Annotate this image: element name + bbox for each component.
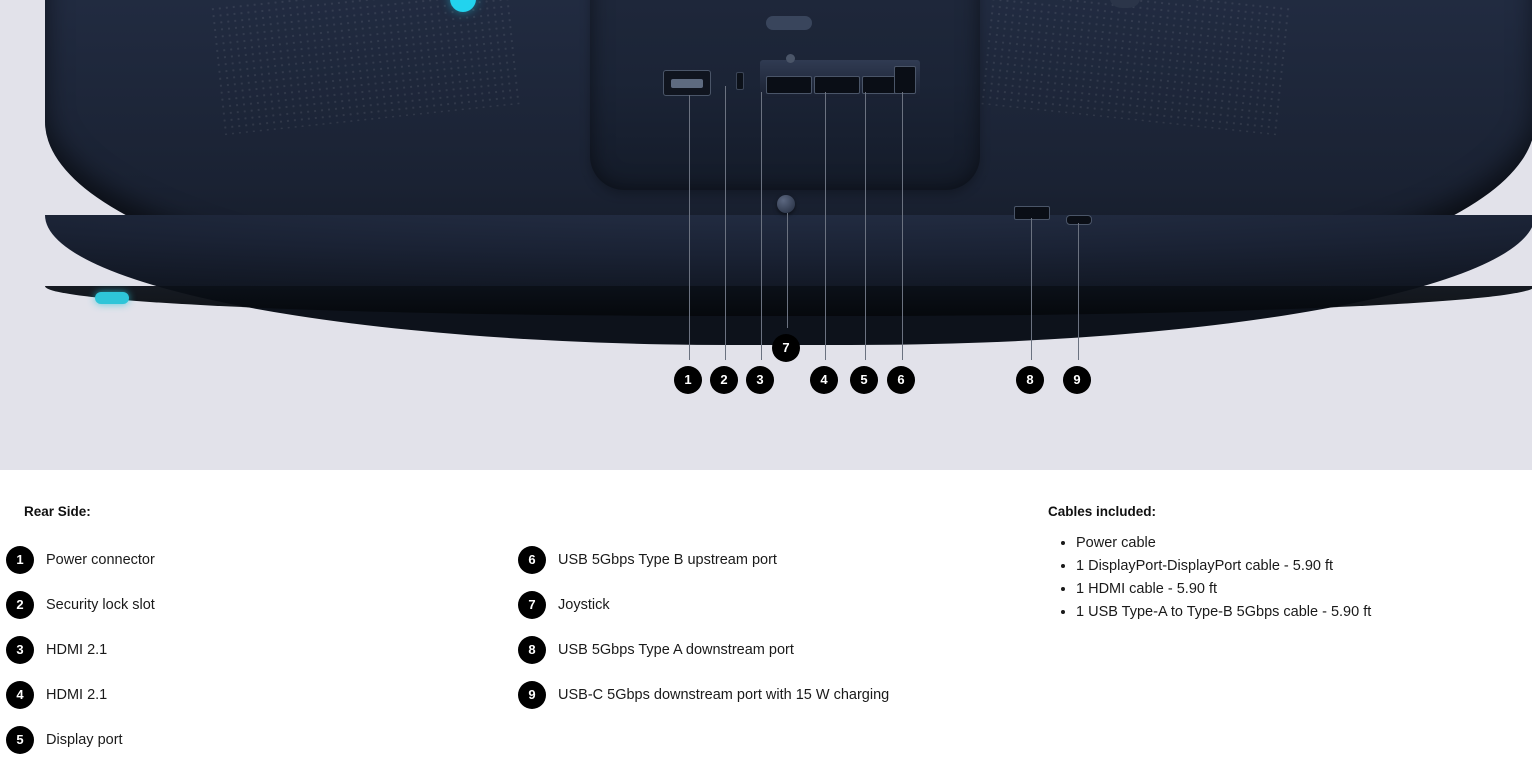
legend-label-8: USB 5Gbps Type A downstream port <box>558 642 794 658</box>
legend-label-2: Security lock slot <box>46 597 155 613</box>
legend-label-5: Display port <box>46 732 123 748</box>
callout-leader-line-4 <box>825 92 826 360</box>
legend-label-6: USB 5Gbps Type B upstream port <box>558 552 777 568</box>
cables-included-heading: Cables included: <box>1048 504 1157 519</box>
legend-item-2 <box>6 591 155 619</box>
legend-number-badge-7: 7 <box>518 591 546 619</box>
cables-included-list <box>1048 532 1371 624</box>
legend-label-4: HDMI 2.1 <box>46 687 108 703</box>
hdmi-port-1 <box>766 76 812 94</box>
rear-side-heading: Rear Side: <box>24 504 91 519</box>
callout-leader-line-1 <box>689 95 690 360</box>
cable-management-hook <box>766 16 812 30</box>
callout-marker-9: 9 <box>1063 366 1091 394</box>
monitor-bottom-edge <box>45 286 1532 316</box>
legend-number-badge-4: 4 <box>6 681 34 709</box>
callout-leader-line-7 <box>787 213 788 328</box>
legend-item-9 <box>518 681 889 709</box>
cable-list-item: • 1 DisplayPort-DisplayPort cable - 5.90 ft <box>1076 555 1371 578</box>
legend-panel <box>0 470 1532 760</box>
power-connector-port <box>663 70 711 96</box>
legend-item-5 <box>6 726 123 754</box>
legend-label-3: HDMI 2.1 <box>46 642 108 658</box>
legend-item-6 <box>518 546 777 574</box>
hdmi-port-2 <box>814 76 860 94</box>
legend-label-1: Power connector <box>46 552 155 568</box>
legend-number-badge-6: 6 <box>518 546 546 574</box>
callout-marker-2: 2 <box>710 366 738 394</box>
callout-marker-7: 7 <box>772 334 800 362</box>
joystick-control[interactable] <box>777 195 795 213</box>
legend-item-3 <box>6 636 107 664</box>
callout-leader-line-6 <box>902 92 903 360</box>
legend-number-badge-3: 3 <box>6 636 34 664</box>
legend-number-badge-9: 9 <box>518 681 546 709</box>
port-plate-screw-icon <box>786 54 795 63</box>
security-lock-slot-port <box>736 72 744 90</box>
callout-marker-4: 4 <box>810 366 838 394</box>
callout-marker-1: 1 <box>674 366 702 394</box>
callout-marker-6: 6 <box>887 366 915 394</box>
callout-leader-line-9 <box>1078 223 1079 360</box>
usb-c-downstream-port <box>1066 215 1092 225</box>
callout-leader-line-3 <box>761 92 762 360</box>
legend-item-8 <box>518 636 794 664</box>
callout-marker-3: 3 <box>746 366 774 394</box>
legend-label-9: USB-C 5Gbps downstream port with 15 W charging <box>558 687 890 703</box>
legend-number-badge-1: 1 <box>6 546 34 574</box>
legend-label-7: Joystick <box>558 597 610 613</box>
legend-number-badge-5: 5 <box>6 726 34 754</box>
legend-number-badge-8: 8 <box>518 636 546 664</box>
usb-type-b-upstream-port <box>894 66 916 94</box>
legend-item-4 <box>6 681 107 709</box>
legend-item-7 <box>518 591 610 619</box>
callout-leader-line-8 <box>1031 218 1032 360</box>
monitor-lower-curve <box>45 215 1532 345</box>
callout-marker-5: 5 <box>850 366 878 394</box>
power-led-icon <box>95 292 129 304</box>
cable-list-item: • 1 USB Type-A to Type-B 5Gbps cable - 5.90 ft <box>1076 601 1371 624</box>
cable-list-item: • Power cable <box>1076 532 1371 555</box>
callout-marker-8: 8 <box>1016 366 1044 394</box>
usb-type-a-downstream-port <box>1014 206 1050 220</box>
cable-list-item: • 1 HDMI cable - 5.90 ft <box>1076 578 1371 601</box>
callout-leader-line-2 <box>725 86 726 360</box>
legend-item-1 <box>6 546 155 574</box>
callout-leader-line-5 <box>865 92 866 360</box>
legend-number-badge-2: 2 <box>6 591 34 619</box>
